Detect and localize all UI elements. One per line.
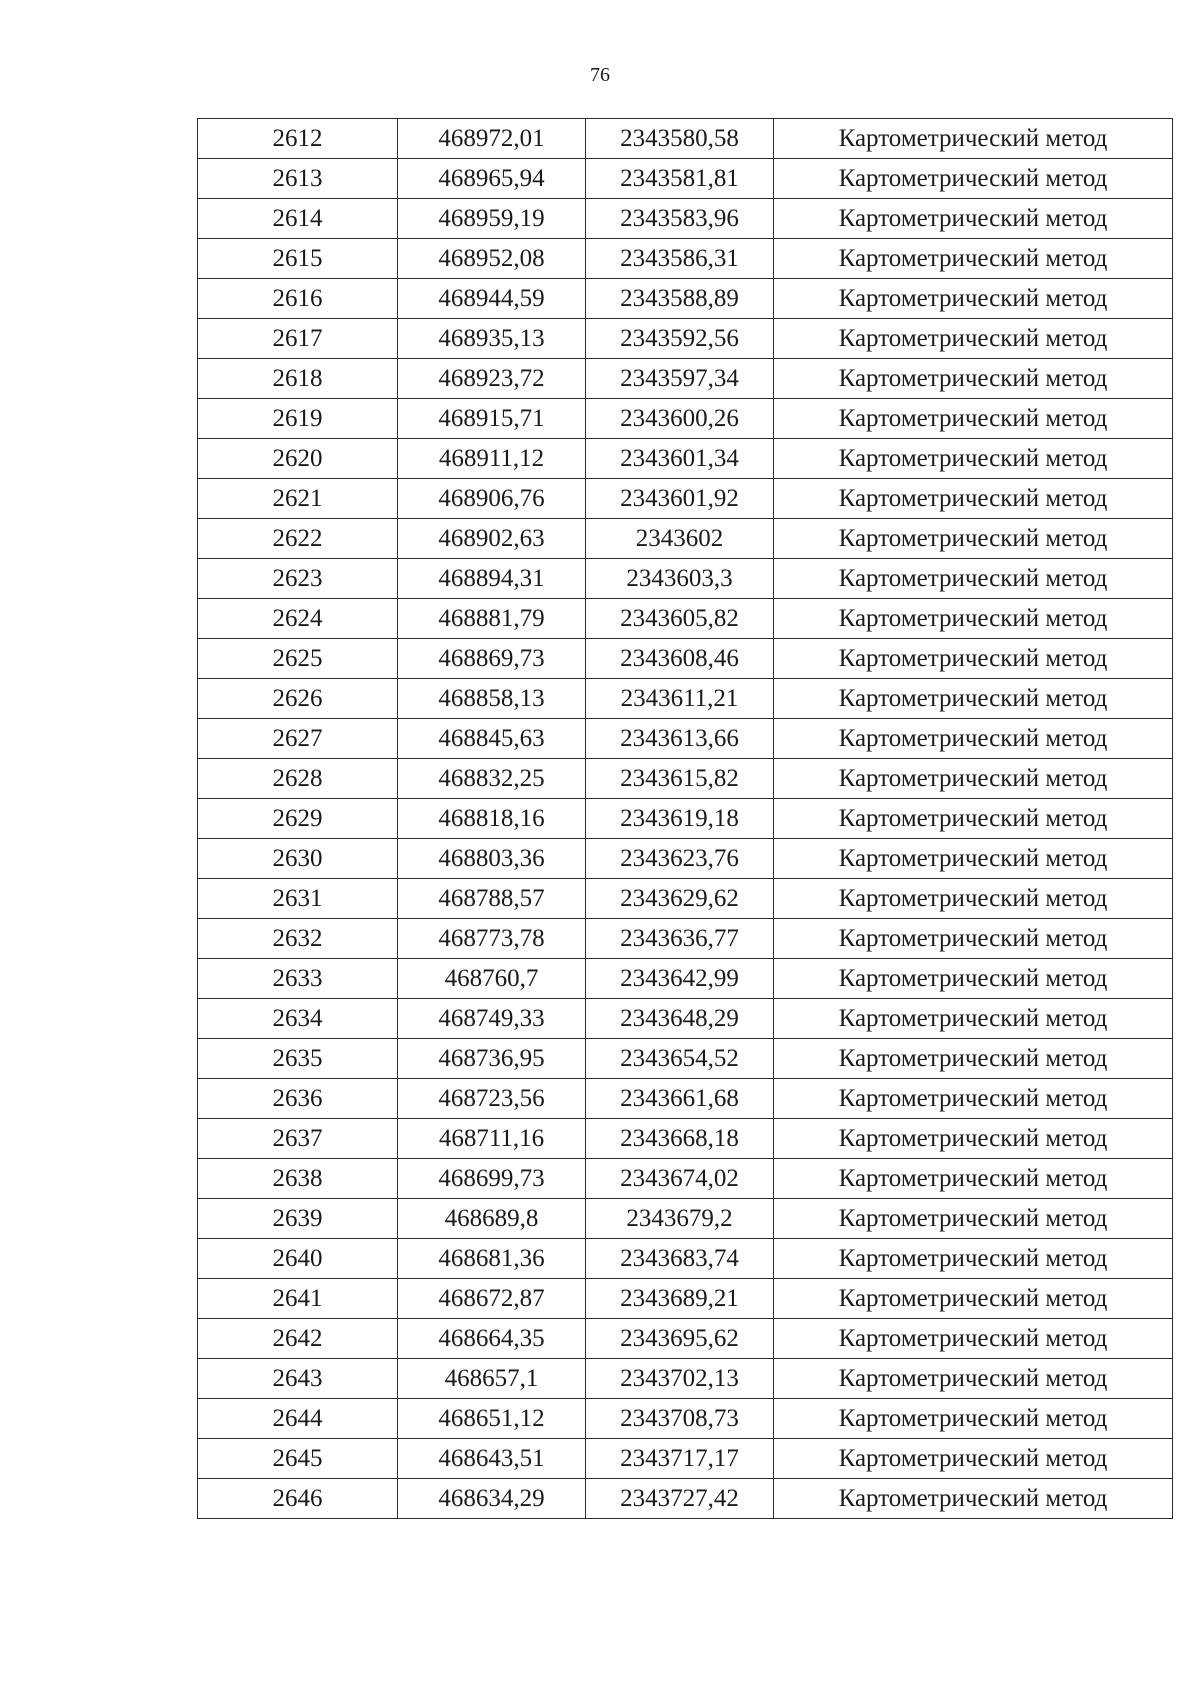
page-number: 76: [590, 64, 610, 86]
x-coordinate-cell: 468858,13: [398, 679, 586, 719]
y-coordinate-cell: 2343708,73: [586, 1399, 774, 1439]
x-coordinate-cell: 468965,94: [398, 159, 586, 199]
y-coordinate-cell: 2343674,02: [586, 1159, 774, 1199]
y-coordinate-cell: 2343668,18: [586, 1119, 774, 1159]
x-coordinate-cell: 468906,76: [398, 479, 586, 519]
table-row: [198, 1319, 1173, 1359]
table-row: [198, 1439, 1173, 1479]
y-coordinate-cell: 2343588,89: [586, 279, 774, 319]
point-number-cell: 2620: [198, 439, 398, 479]
x-coordinate-cell: 468773,78: [398, 919, 586, 959]
x-coordinate-cell: 468911,12: [398, 439, 586, 479]
x-coordinate-cell: 468651,12: [398, 1399, 586, 1439]
point-number-cell: 2640: [198, 1239, 398, 1279]
table-row: [198, 679, 1173, 719]
table-row: [198, 599, 1173, 639]
y-coordinate-cell: 2343611,21: [586, 679, 774, 719]
method-cell: Картометрический метод: [774, 679, 1173, 719]
point-number-cell: 2630: [198, 839, 398, 879]
point-number-cell: 2633: [198, 959, 398, 999]
table-row: [198, 199, 1173, 239]
table-row: [198, 1279, 1173, 1319]
method-cell: Картометрический метод: [774, 719, 1173, 759]
table-row: [198, 919, 1173, 959]
method-cell: Картометрический метод: [774, 319, 1173, 359]
y-coordinate-cell: 2343613,66: [586, 719, 774, 759]
x-coordinate-cell: 468657,1: [398, 1359, 586, 1399]
method-cell: Картометрический метод: [774, 599, 1173, 639]
point-number-cell: 2634: [198, 999, 398, 1039]
method-cell: Картометрический метод: [774, 479, 1173, 519]
point-number-cell: 2629: [198, 799, 398, 839]
x-coordinate-cell: 468952,08: [398, 239, 586, 279]
x-coordinate-cell: 468736,95: [398, 1039, 586, 1079]
point-number-cell: 2612: [198, 119, 398, 159]
table-row: [198, 719, 1173, 759]
point-number-cell: 2631: [198, 879, 398, 919]
y-coordinate-cell: 2343623,76: [586, 839, 774, 879]
table-row: [198, 319, 1173, 359]
x-coordinate-cell: 468832,25: [398, 759, 586, 799]
x-coordinate-cell: 468972,01: [398, 119, 586, 159]
point-number-cell: 2644: [198, 1399, 398, 1439]
point-number-cell: 2616: [198, 279, 398, 319]
table-row: [198, 359, 1173, 399]
point-number-cell: 2617: [198, 319, 398, 359]
y-coordinate-cell: 2343615,82: [586, 759, 774, 799]
point-number-cell: 2626: [198, 679, 398, 719]
x-coordinate-cell: 468944,59: [398, 279, 586, 319]
table-row: [198, 799, 1173, 839]
method-cell: Картометрический метод: [774, 399, 1173, 439]
method-cell: Картометрический метод: [774, 359, 1173, 399]
table-row: [198, 1159, 1173, 1199]
table-row: [198, 559, 1173, 599]
x-coordinate-cell: 468881,79: [398, 599, 586, 639]
table-row: [198, 1039, 1173, 1079]
x-coordinate-cell: 468681,36: [398, 1239, 586, 1279]
y-coordinate-cell: 2343695,62: [586, 1319, 774, 1359]
y-coordinate-cell: 2343601,34: [586, 439, 774, 479]
method-cell: Картометрический метод: [774, 1399, 1173, 1439]
method-cell: Картометрический метод: [774, 1359, 1173, 1399]
x-coordinate-cell: 468788,57: [398, 879, 586, 919]
y-coordinate-cell: 2343648,29: [586, 999, 774, 1039]
method-cell: Картометрический метод: [774, 759, 1173, 799]
method-cell: Картометрический метод: [774, 1279, 1173, 1319]
method-cell: Картометрический метод: [774, 959, 1173, 999]
x-coordinate-cell: 468869,73: [398, 639, 586, 679]
method-cell: Картометрический метод: [774, 559, 1173, 599]
y-coordinate-cell: 2343619,18: [586, 799, 774, 839]
x-coordinate-cell: 468915,71: [398, 399, 586, 439]
y-coordinate-cell: 2343683,74: [586, 1239, 774, 1279]
table-row: [198, 759, 1173, 799]
y-coordinate-cell: 2343717,17: [586, 1439, 774, 1479]
x-coordinate-cell: 468923,72: [398, 359, 586, 399]
y-coordinate-cell: 2343642,99: [586, 959, 774, 999]
y-coordinate-cell: 2343592,56: [586, 319, 774, 359]
y-coordinate-cell: 2343581,81: [586, 159, 774, 199]
table-row: [198, 279, 1173, 319]
point-number-cell: 2624: [198, 599, 398, 639]
point-number-cell: 2627: [198, 719, 398, 759]
method-cell: Картометрический метод: [774, 119, 1173, 159]
table-row: [198, 999, 1173, 1039]
table-row: [198, 839, 1173, 879]
method-cell: Картометрический метод: [774, 1479, 1173, 1519]
method-cell: Картометрический метод: [774, 1439, 1173, 1479]
table-row: [198, 639, 1173, 679]
y-coordinate-cell: 2343689,21: [586, 1279, 774, 1319]
y-coordinate-cell: 2343583,96: [586, 199, 774, 239]
point-number-cell: 2635: [198, 1039, 398, 1079]
y-coordinate-cell: 2343600,26: [586, 399, 774, 439]
point-number-cell: 2637: [198, 1119, 398, 1159]
table-row: [198, 439, 1173, 479]
point-number-cell: 2632: [198, 919, 398, 959]
table-row: [198, 239, 1173, 279]
table-row: [198, 1359, 1173, 1399]
coordinates-table: [197, 118, 1173, 1519]
x-coordinate-cell: 468935,13: [398, 319, 586, 359]
method-cell: Картометрический метод: [774, 999, 1173, 1039]
y-coordinate-cell: 2343702,13: [586, 1359, 774, 1399]
y-coordinate-cell: 2343629,62: [586, 879, 774, 919]
point-number-cell: 2636: [198, 1079, 398, 1119]
table-row: [198, 159, 1173, 199]
point-number-cell: 2623: [198, 559, 398, 599]
table-row: [198, 1399, 1173, 1439]
method-cell: Картометрический метод: [774, 639, 1173, 679]
method-cell: Картометрический метод: [774, 839, 1173, 879]
method-cell: Картометрический метод: [774, 1039, 1173, 1079]
table-row: [198, 1119, 1173, 1159]
coordinates-table-body: [198, 119, 1173, 1519]
y-coordinate-cell: 2343727,42: [586, 1479, 774, 1519]
x-coordinate-cell: 468723,56: [398, 1079, 586, 1119]
method-cell: Картометрический метод: [774, 1239, 1173, 1279]
method-cell: Картометрический метод: [774, 199, 1173, 239]
x-coordinate-cell: 468664,35: [398, 1319, 586, 1359]
point-number-cell: 2639: [198, 1199, 398, 1239]
method-cell: Картометрический метод: [774, 239, 1173, 279]
point-number-cell: 2643: [198, 1359, 398, 1399]
point-number-cell: 2646: [198, 1479, 398, 1519]
y-coordinate-cell: 2343605,82: [586, 599, 774, 639]
x-coordinate-cell: 468711,16: [398, 1119, 586, 1159]
point-number-cell: 2618: [198, 359, 398, 399]
table-row: [198, 399, 1173, 439]
y-coordinate-cell: 2343679,2: [586, 1199, 774, 1239]
y-coordinate-cell: 2343580,58: [586, 119, 774, 159]
x-coordinate-cell: 468959,19: [398, 199, 586, 239]
y-coordinate-cell: 2343586,31: [586, 239, 774, 279]
x-coordinate-cell: 468760,7: [398, 959, 586, 999]
table-row: [198, 959, 1173, 999]
method-cell: Картометрический метод: [774, 799, 1173, 839]
x-coordinate-cell: 468894,31: [398, 559, 586, 599]
point-number-cell: 2622: [198, 519, 398, 559]
x-coordinate-cell: 468699,73: [398, 1159, 586, 1199]
y-coordinate-cell: 2343608,46: [586, 639, 774, 679]
x-coordinate-cell: 468634,29: [398, 1479, 586, 1519]
point-number-cell: 2614: [198, 199, 398, 239]
method-cell: Картометрический метод: [774, 519, 1173, 559]
method-cell: Картометрический метод: [774, 279, 1173, 319]
method-cell: Картометрический метод: [774, 919, 1173, 959]
y-coordinate-cell: 2343661,68: [586, 1079, 774, 1119]
x-coordinate-cell: 468749,33: [398, 999, 586, 1039]
method-cell: Картометрический метод: [774, 1159, 1173, 1199]
point-number-cell: 2613: [198, 159, 398, 199]
table-row: [198, 1199, 1173, 1239]
point-number-cell: 2641: [198, 1279, 398, 1319]
x-coordinate-cell: 468643,51: [398, 1439, 586, 1479]
y-coordinate-cell: 2343597,34: [586, 359, 774, 399]
y-coordinate-cell: 2343636,77: [586, 919, 774, 959]
y-coordinate-cell: 2343602: [586, 519, 774, 559]
x-coordinate-cell: 468845,63: [398, 719, 586, 759]
method-cell: Картометрический метод: [774, 1199, 1173, 1239]
table-row: [198, 1479, 1173, 1519]
point-number-cell: 2619: [198, 399, 398, 439]
point-number-cell: 2625: [198, 639, 398, 679]
x-coordinate-cell: 468803,36: [398, 839, 586, 879]
point-number-cell: 2628: [198, 759, 398, 799]
point-number-cell: 2621: [198, 479, 398, 519]
table-row: [198, 1079, 1173, 1119]
table-row: [198, 119, 1173, 159]
x-coordinate-cell: 468818,16: [398, 799, 586, 839]
x-coordinate-cell: 468672,87: [398, 1279, 586, 1319]
x-coordinate-cell: 468689,8: [398, 1199, 586, 1239]
method-cell: Картометрический метод: [774, 879, 1173, 919]
y-coordinate-cell: 2343603,3: [586, 559, 774, 599]
point-number-cell: 2645: [198, 1439, 398, 1479]
table-row: [198, 879, 1173, 919]
point-number-cell: 2615: [198, 239, 398, 279]
method-cell: Картометрический метод: [774, 1319, 1173, 1359]
point-number-cell: 2638: [198, 1159, 398, 1199]
table-row: [198, 1239, 1173, 1279]
method-cell: Картометрический метод: [774, 439, 1173, 479]
point-number-cell: 2642: [198, 1319, 398, 1359]
method-cell: Картометрический метод: [774, 1079, 1173, 1119]
y-coordinate-cell: 2343601,92: [586, 479, 774, 519]
x-coordinate-cell: 468902,63: [398, 519, 586, 559]
table-row: [198, 479, 1173, 519]
method-cell: Картометрический метод: [774, 159, 1173, 199]
y-coordinate-cell: 2343654,52: [586, 1039, 774, 1079]
table-row: [198, 519, 1173, 559]
method-cell: Картометрический метод: [774, 1119, 1173, 1159]
